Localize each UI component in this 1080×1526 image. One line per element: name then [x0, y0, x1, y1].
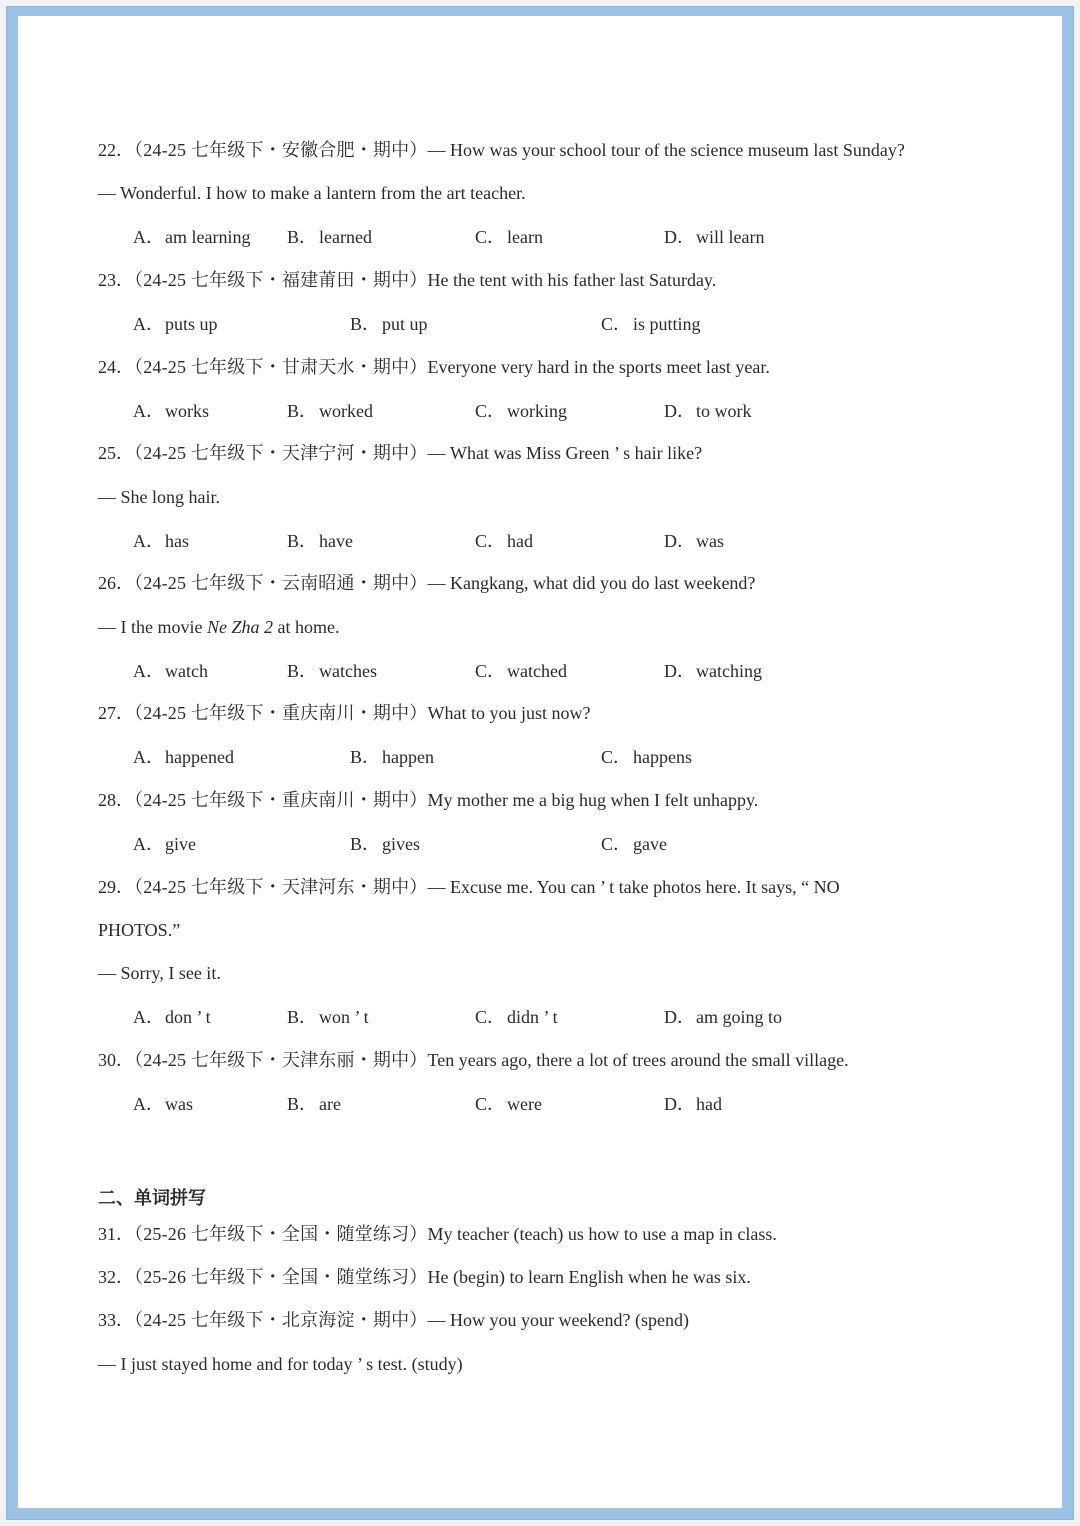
option-a[interactable]: A．works [133, 401, 209, 421]
movie-title: Ne Zha 2 [206, 617, 273, 637]
question-24-stem: 24．（24-25 七年级下・甘肃天水・期中）Everyone very hard in the sports meet last year. [98, 357, 770, 377]
option-d[interactable]: D．am going to [664, 1007, 782, 1027]
option-c[interactable]: C． had [475, 531, 533, 551]
question-30-stem: 30．（24-25 七年级下・天津东丽・期中）Ten years ago, there a lot of trees around the small village. [98, 1050, 849, 1070]
question-22-line2: — Wonderful. I how to make a lantern from the art teacher. [98, 183, 526, 203]
question-33-stem: 33．（24-25 七年级下・北京海淀・期中）— How you your weekend? (spend) [98, 1310, 689, 1330]
option-a[interactable]: A．puts up [133, 314, 218, 334]
section-heading: 二、单词拼写 [98, 1188, 206, 1209]
option-c[interactable]: C． working [475, 401, 567, 421]
option-a[interactable]: A．am learning [133, 227, 251, 247]
option-a[interactable]: A．happened [133, 747, 234, 767]
option-b[interactable]: B． learned [287, 227, 372, 247]
option-d[interactable]: D．had [664, 1094, 722, 1114]
option-c[interactable]: C． didn ’ t [475, 1007, 558, 1027]
option-b[interactable]: B． are [287, 1094, 341, 1114]
option-b[interactable]: B． won ’ t [287, 1007, 369, 1027]
option-d[interactable]: D．to work [664, 401, 752, 421]
option-c[interactable]: C． gave [601, 834, 667, 854]
question-29-stem-cont: PHOTOS.” [98, 920, 181, 940]
question-26-stem: 26．（24-25 七年级下・云南昭通・期中）— Kangkang, what did you do last weekend? [98, 573, 756, 593]
question-25-line2: — She long hair. [98, 487, 220, 507]
option-b[interactable]: B． have [287, 531, 353, 551]
question-22-stem: 22．（24-25 七年级下・安徽合肥・期中）— How was your school tour of the science museum last Sunday? [98, 140, 905, 160]
question-28-stem: 28．（24-25 七年级下・重庆南川・期中）My mother me a big hug when I felt unhappy. [98, 790, 759, 810]
option-b[interactable]: B． happen [350, 747, 434, 767]
question-25-stem: 25．（24-25 七年级下・天津宁河・期中）— What was Miss Green ’ s hair like? [98, 443, 703, 463]
question-29-stem: 29．（24-25 七年级下・天津河东・期中）— Excuse me. You can ’ t take photos here. It says, “ NO [98, 877, 840, 897]
option-a[interactable]: A．watch [133, 661, 208, 681]
option-b[interactable]: B． put up [350, 314, 428, 334]
option-b[interactable]: B． gives [350, 834, 420, 854]
option-d[interactable]: D．was [664, 531, 724, 551]
option-a[interactable]: A．has [133, 531, 189, 551]
option-b[interactable]: B． worked [287, 401, 373, 421]
question-26-line2: — I the movie Ne Zha 2 at home. [98, 617, 340, 637]
option-a[interactable]: A．don ’ t [133, 1007, 211, 1027]
option-c[interactable]: C． watched [475, 661, 567, 681]
question-31-stem: 31．（25-26 七年级下・全国・随堂练习）My teacher (teach) us how to use a map in class. [98, 1224, 777, 1244]
option-c[interactable]: C． were [475, 1094, 542, 1114]
option-b[interactable]: B． watches [287, 661, 377, 681]
option-a[interactable]: A．was [133, 1094, 193, 1114]
option-d[interactable]: D．watching [664, 661, 762, 681]
question-29-line3: — Sorry, I see it. [98, 963, 221, 983]
option-d[interactable]: D．will learn [664, 227, 765, 247]
question-32-stem: 32．（25-26 七年级下・全国・随堂练习）He (begin) to learn English when he was six. [98, 1267, 751, 1287]
option-a[interactable]: A．give [133, 834, 196, 854]
option-c[interactable]: C． happens [601, 747, 692, 767]
question-23-stem: 23．（24-25 七年级下・福建莆田・期中）He the tent with his father last Saturday. [98, 270, 717, 290]
question-33-line2: — I just stayed home and for today ’ s test. (study) [98, 1354, 463, 1374]
question-27-stem: 27．（24-25 七年级下・重庆南川・期中）What to you just now? [98, 703, 591, 723]
option-c[interactable]: C． learn [475, 227, 543, 247]
option-c[interactable]: C． is putting [601, 314, 701, 334]
